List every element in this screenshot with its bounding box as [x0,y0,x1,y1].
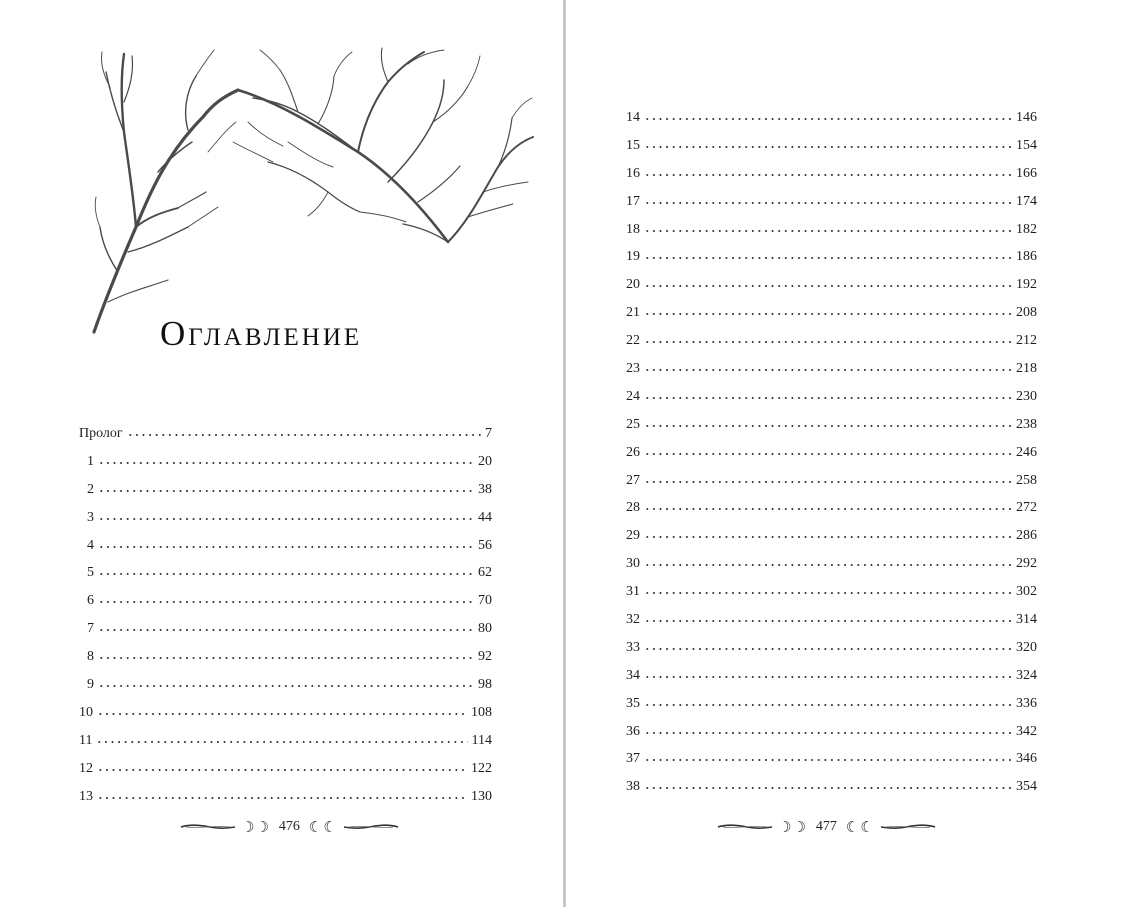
toc-entry-page: 230 [1016,388,1037,404]
toc-entry-page: 212 [1016,333,1037,349]
dot-leader [97,768,467,772]
toc-entry-label: 10 [79,704,93,720]
dot-leader [644,507,1012,511]
toc-entry [79,537,492,565]
toc-entry [626,109,1037,137]
toc-entry [79,760,492,788]
toc-entry-page: 336 [1016,695,1037,711]
toc-entry-page: 272 [1016,500,1037,516]
crescent-moons-left-icon: ☽☽ [241,819,270,836]
toc-entry [79,564,492,592]
toc-entry [79,425,492,453]
page-footer [180,814,399,840]
toc-entry [626,276,1037,304]
crescent-moons-left-icon: ☽☽ [778,819,807,836]
dot-leader [644,396,1012,400]
dot-leader [644,368,1012,372]
toc-entry-label: 32 [626,612,640,628]
dot-leader [644,786,1012,790]
toc-entry [79,704,492,732]
dot-leader [644,619,1012,623]
page-footer [717,814,936,840]
dot-leader [98,656,474,660]
toc-entry-page: 208 [1016,305,1037,321]
toc-entry-label: 34 [626,667,640,683]
dot-leader [644,647,1012,651]
toc-entry-page: 218 [1016,361,1037,377]
toc-entry-page: 174 [1016,193,1037,209]
dot-leader [98,572,474,576]
toc-entry-page: 154 [1016,137,1037,153]
toc-entry-page: 238 [1016,416,1037,432]
toc-entry-label: 26 [626,444,640,460]
toc-entry-label: 20 [626,277,640,293]
toc-entry-page: 98 [478,677,492,693]
crescent-moons-right-icon: ☾☾ [308,819,338,836]
dot-leader [644,229,1012,233]
toc-entry-page: 324 [1016,667,1037,683]
toc-entry [626,304,1037,332]
toc-entry [626,472,1037,500]
toc-list-left [79,425,492,815]
left-page [0,0,564,907]
toc-entry-label: 5 [87,565,94,581]
toc-entry-label: 18 [626,221,640,237]
toc-entry-page: 192 [1016,277,1037,293]
toc-entry-label: 38 [626,779,640,795]
toc-entry-label: 6 [87,593,94,609]
toc-entry-label: 16 [626,165,640,181]
dot-leader [644,173,1012,177]
toc-entry-label: 37 [626,751,640,767]
toc-entry [79,453,492,481]
toc-entry-page: 38 [478,481,492,497]
toc-entry-page: 346 [1016,751,1037,767]
toc-entry-page: 70 [478,593,492,609]
toc-entry-page: 182 [1016,221,1037,237]
toc-entry [626,695,1037,723]
toc-entry-label: 29 [626,528,640,544]
toc-entry-label: 35 [626,695,640,711]
toc-entry [626,388,1037,416]
toc-entry-label: 11 [79,732,93,748]
dot-leader [644,284,1012,288]
toc-entry [626,137,1037,165]
toc-entry-label: 24 [626,388,640,404]
dot-leader [644,312,1012,316]
toc-entry [79,676,492,704]
toc-entry [626,193,1037,221]
dot-leader [98,517,474,521]
dot-leader [644,563,1012,567]
dot-leader [644,758,1012,762]
flourish-left-icon [717,822,773,832]
toc-entry-label: 9 [87,677,94,693]
toc-entry [626,639,1037,667]
toc-entry [79,509,492,537]
dot-leader [644,256,1012,260]
toc-entry-label: 15 [626,137,640,153]
toc-entry-page: 320 [1016,639,1037,655]
toc-entry [79,481,492,509]
dot-leader [98,600,474,604]
toc-entry [626,221,1037,249]
toc-entry-page: 7 [485,426,492,441]
dot-leader [644,703,1012,707]
toc-entry [626,611,1037,639]
toc-entry [626,360,1037,388]
right-page [566,0,1130,907]
toc-entry-page: 342 [1016,723,1037,739]
toc-entry [626,248,1037,276]
toc-entry-page: 166 [1016,165,1037,181]
toc-entry [626,444,1037,472]
toc-entry-page: 44 [478,509,492,525]
toc-entry-page: 246 [1016,444,1037,460]
dot-leader [98,628,474,632]
toc-entry [626,723,1037,751]
bare-tree-branches-icon [88,42,538,342]
toc-entry-label: 8 [87,649,94,665]
toc-entry-page: 186 [1016,249,1037,265]
toc-entry-label: 31 [626,584,640,600]
flourish-right-icon [343,822,399,832]
table-of-contents-title: Оглавление [160,314,363,353]
toc-entry [626,499,1037,527]
toc-entry [79,648,492,676]
toc-entry-label: 17 [626,193,640,209]
toc-entry-label: 13 [79,788,93,804]
crescent-moons-right-icon: ☾☾ [845,819,875,836]
toc-entry [626,555,1037,583]
toc-entry-page: 114 [471,732,492,748]
dot-leader [644,731,1012,735]
page-number: 476 [278,819,300,834]
toc-entry-label: 30 [626,556,640,572]
toc-entry [626,583,1037,611]
page-number: 477 [815,819,837,834]
toc-entry-label: 2 [87,481,94,497]
toc-entry [626,416,1037,444]
toc-entry-page: 92 [478,649,492,665]
dot-leader [644,591,1012,595]
toc-entry-page: 122 [471,760,492,776]
dot-leader [644,535,1012,539]
flourish-left-icon [180,822,236,832]
dot-leader [96,740,467,744]
toc-entry [626,332,1037,360]
dot-leader [644,201,1012,205]
toc-entry-label: 36 [626,723,640,739]
toc-entry [626,667,1037,695]
toc-entry-page: 62 [478,565,492,581]
toc-entry-page: 354 [1016,779,1037,795]
toc-entry-label: 25 [626,416,640,432]
toc-entry [626,750,1037,778]
toc-entry-label: 21 [626,305,640,321]
dot-leader [644,675,1012,679]
toc-entry-label: 4 [87,537,94,553]
dot-leader [127,433,481,437]
toc-entry [79,788,492,816]
toc-entry-page: 20 [478,453,492,469]
dot-leader [98,684,474,688]
dot-leader [644,340,1012,344]
toc-entry-page: 286 [1016,528,1037,544]
toc-entry [626,778,1037,806]
dot-leader [644,480,1012,484]
toc-entry-label: 1 [87,453,94,469]
toc-entry-page: 292 [1016,556,1037,572]
toc-entry-label: 19 [626,249,640,265]
toc-entry-label: 12 [79,760,93,776]
toc-entry-page: 314 [1016,612,1037,628]
toc-entry-page: 56 [478,537,492,553]
toc-entry-label: 22 [626,333,640,349]
dot-leader [644,145,1012,149]
flourish-right-icon [880,822,936,832]
toc-entry-label: 28 [626,500,640,516]
toc-entry-page: 302 [1016,584,1037,600]
toc-entry-label: 14 [626,110,640,125]
toc-entry-label: 7 [87,621,94,637]
toc-entry-page: 146 [1016,110,1037,125]
dot-leader [97,712,467,716]
toc-entry-page: 258 [1016,472,1037,488]
toc-entry [79,592,492,620]
toc-entry-label: 3 [87,509,94,525]
toc-entry-label: 23 [626,361,640,377]
toc-entry-label: 33 [626,639,640,655]
dot-leader [644,117,1012,121]
toc-entry-label: 27 [626,472,640,488]
toc-entry [79,620,492,648]
dot-leader [98,489,474,493]
toc-entry-page: 130 [471,788,492,804]
toc-entry-page: 108 [471,704,492,720]
dot-leader [97,796,467,800]
dot-leader [98,545,474,549]
dot-leader [644,424,1012,428]
toc-entry [79,732,492,760]
toc-entry [626,165,1037,193]
toc-list-right [626,109,1037,806]
dot-leader [98,461,474,465]
toc-entry [626,527,1037,555]
toc-entry-label: Пролог [79,426,123,441]
toc-entry-page: 80 [478,621,492,637]
dot-leader [644,452,1012,456]
